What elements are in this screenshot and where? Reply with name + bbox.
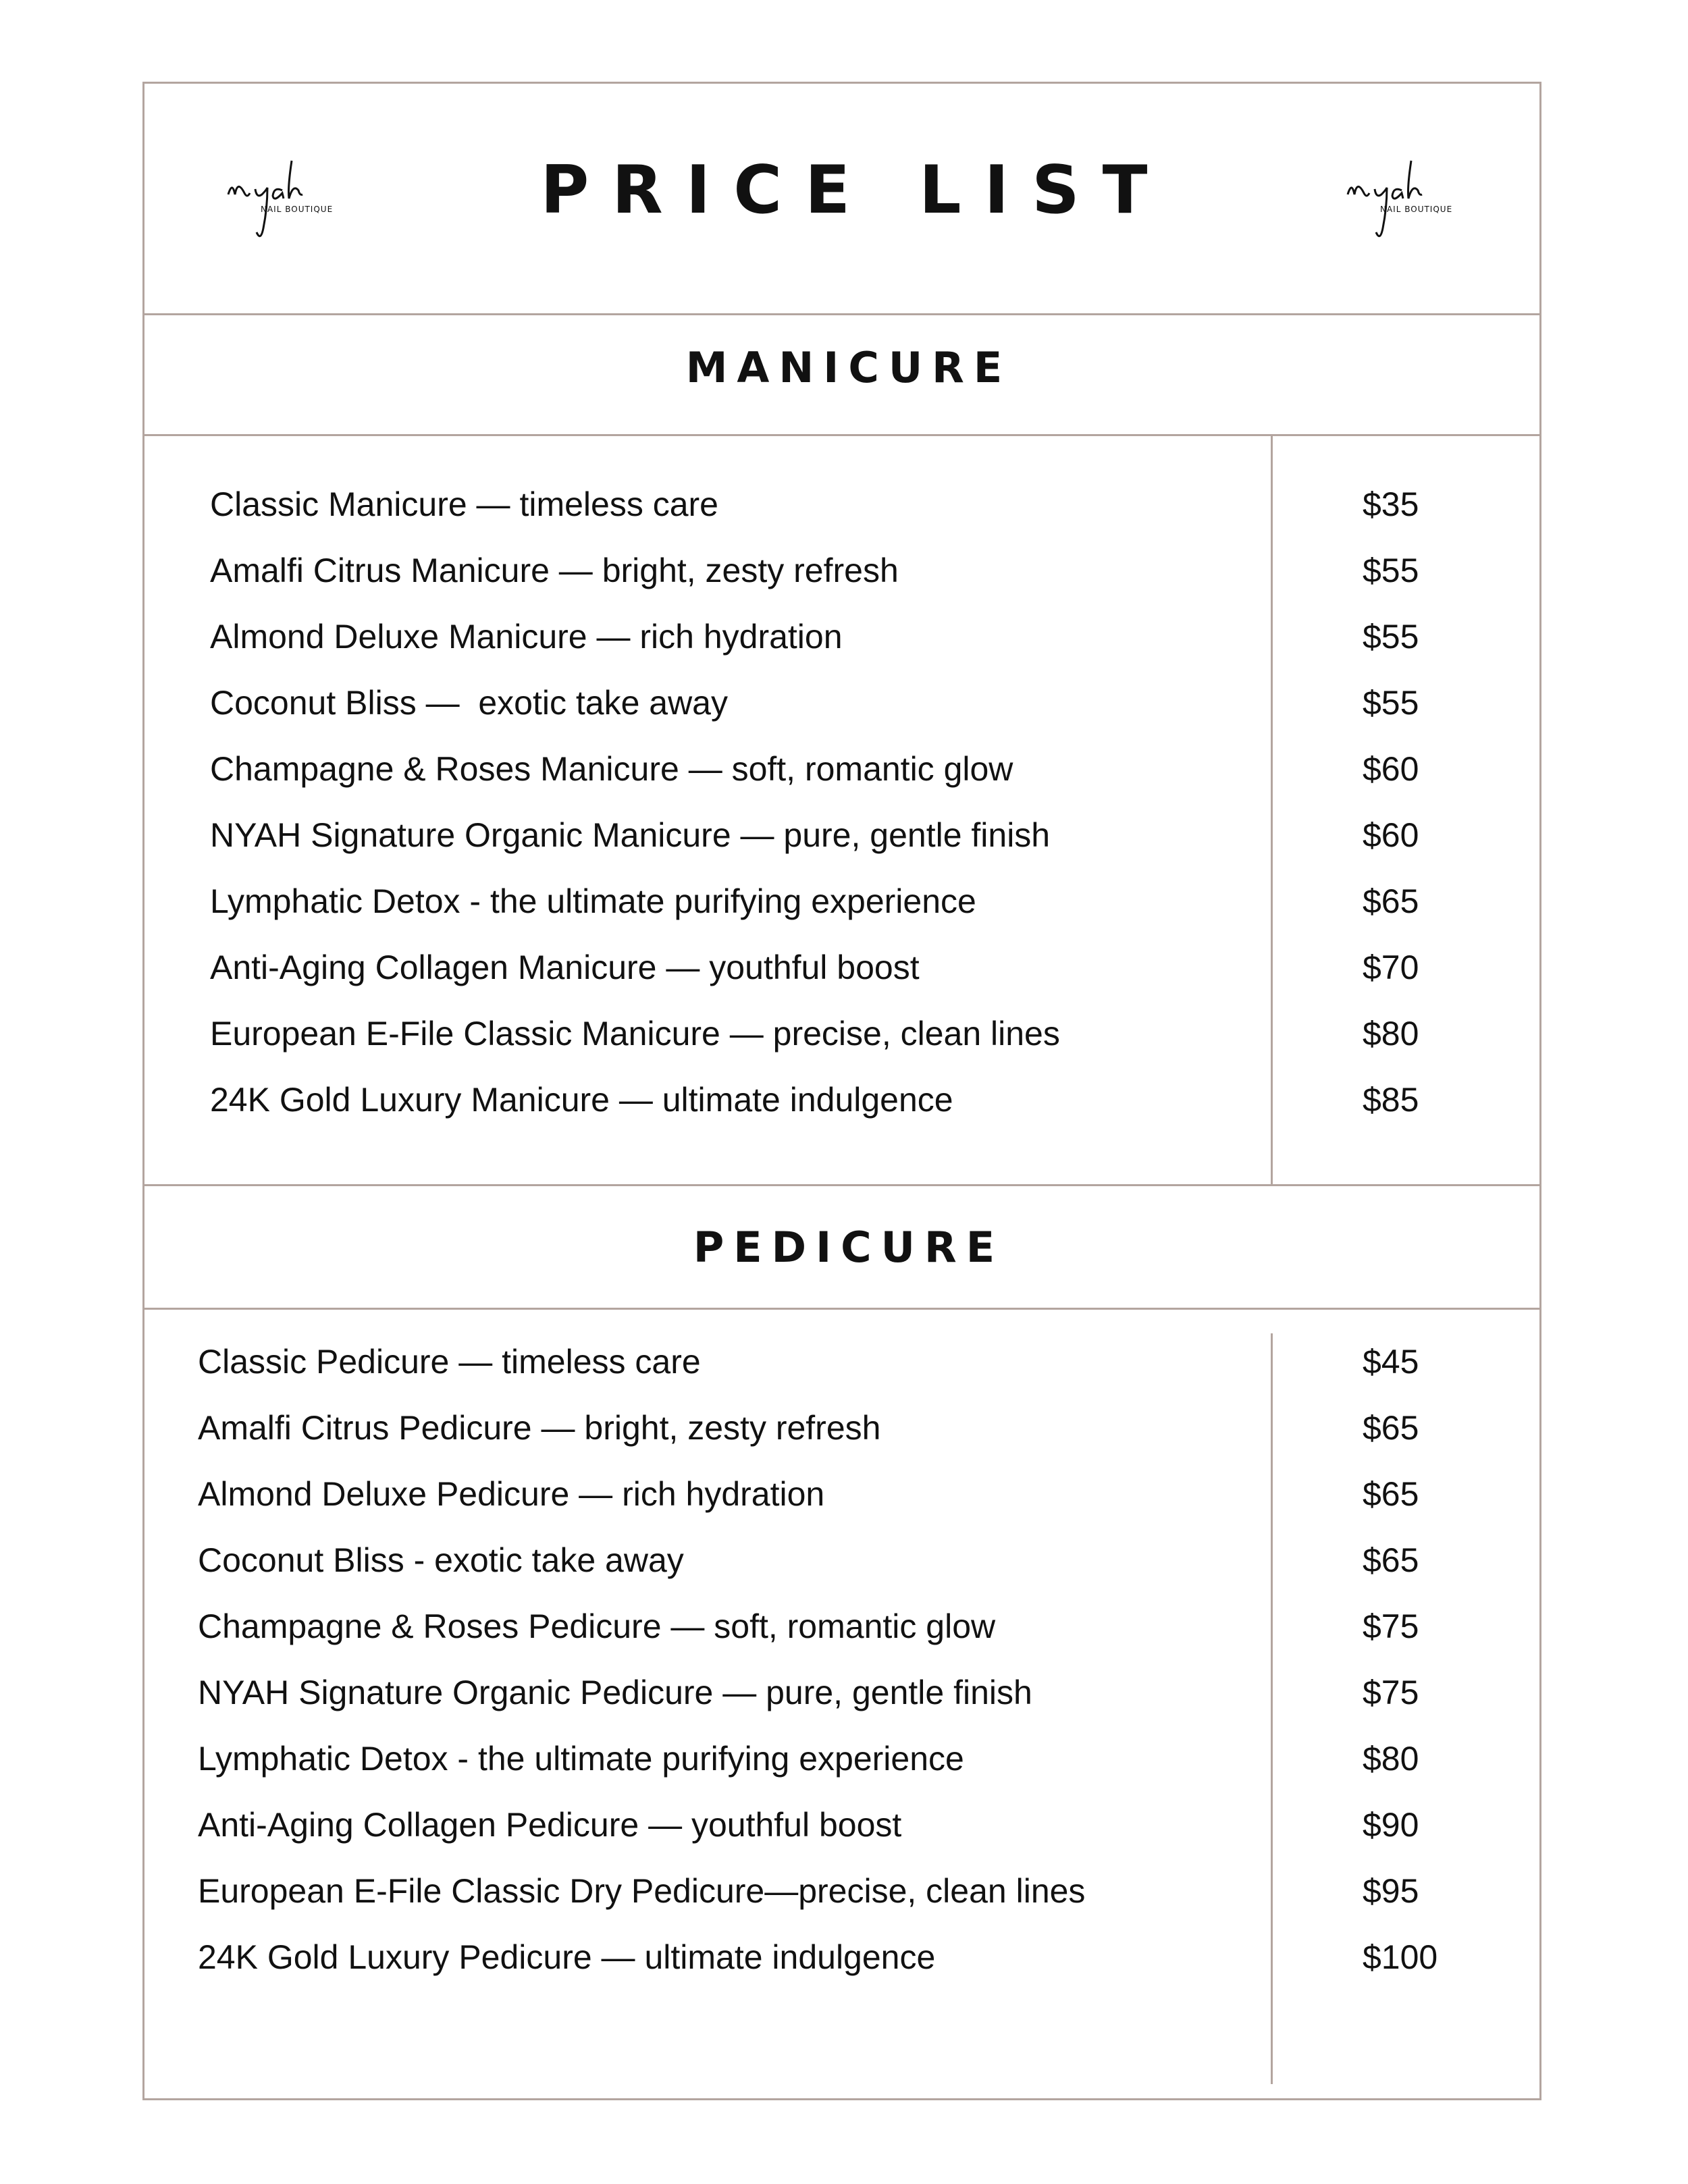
pedicure-top-divider bbox=[142, 1184, 1541, 1186]
svg-text:NAIL BOUTIQUE: NAIL BOUTIQUE bbox=[261, 205, 334, 214]
manicure-item-name: European E-File Classic Manicure — precise, clean lines bbox=[210, 1015, 1060, 1053]
manicure-item-name: Champagne & Roses Manicure — soft, romantic glow bbox=[210, 750, 1013, 788]
pedicure-column-divider bbox=[1271, 1333, 1273, 2084]
manicure-heading-divider bbox=[142, 434, 1541, 436]
pedicure-item-name: Lymphatic Detox - the ultimate purifying experience bbox=[198, 1740, 964, 1778]
pedicure-item-name: Classic Pedicure — timeless care bbox=[198, 1343, 701, 1381]
pedicure-item-price: $75 bbox=[1363, 1674, 1419, 1711]
manicure-item-price: $80 bbox=[1363, 1015, 1419, 1053]
manicure-item-name: Lymphatic Detox - the ultimate purifying experience bbox=[210, 882, 976, 920]
manicure-item-price: $55 bbox=[1363, 618, 1419, 656]
pedicure-heading: PEDICURE bbox=[693, 1223, 1005, 1272]
page-title: PRICE LIST bbox=[540, 152, 1171, 229]
svg-text:NAIL BOUTIQUE: NAIL BOUTIQUE bbox=[1380, 205, 1453, 214]
manicure-item-name: Anti-Aging Collagen Manicure — youthful boost bbox=[210, 949, 920, 986]
manicure-item-price: $70 bbox=[1363, 949, 1419, 986]
pedicure-item-name: Champagne & Roses Pedicure — soft, romantic glow bbox=[198, 1607, 996, 1645]
pedicure-item-price: $95 bbox=[1363, 1872, 1419, 1910]
manicure-item-price: $60 bbox=[1363, 750, 1419, 788]
manicure-item-price: $60 bbox=[1363, 816, 1419, 854]
manicure-item-name: Almond Deluxe Manicure — rich hydration bbox=[210, 618, 843, 656]
pedicure-item-name: 24K Gold Luxury Pedicure — ultimate indulgence bbox=[198, 1938, 936, 1976]
pedicure-item-price: $100 bbox=[1363, 1938, 1438, 1976]
pedicure-item-name: Almond Deluxe Pedicure — rich hydration bbox=[198, 1475, 825, 1513]
manicure-heading: MANICURE bbox=[685, 343, 1012, 392]
pedicure-item-name: Amalfi Citrus Pedicure — bright, zesty refresh bbox=[198, 1409, 881, 1447]
pedicure-item-price: $75 bbox=[1363, 1607, 1419, 1645]
pedicure-item-price: $65 bbox=[1363, 1541, 1419, 1579]
pedicure-item-price: $65 bbox=[1363, 1409, 1419, 1447]
pedicure-item-name: NYAH Signature Organic Pedicure — pure, gentle finish bbox=[198, 1674, 1032, 1711]
manicure-item-price: $85 bbox=[1363, 1081, 1419, 1119]
manicure-item-price: $55 bbox=[1363, 552, 1419, 589]
manicure-item-name: NYAH Signature Organic Manicure — pure, gentle finish bbox=[210, 816, 1051, 854]
pedicure-item-price: $80 bbox=[1363, 1740, 1419, 1778]
manicure-item-name: Amalfi Citrus Manicure — bright, zesty refresh bbox=[210, 552, 899, 589]
pedicure-item-price: $90 bbox=[1363, 1806, 1419, 1844]
manicure-item-name: Classic Manicure — timeless care bbox=[210, 485, 718, 523]
manicure-item-price: $65 bbox=[1363, 882, 1419, 920]
manicure-item-price: $35 bbox=[1363, 485, 1419, 523]
pedicure-heading-divider bbox=[142, 1308, 1541, 1310]
manicure-column-divider bbox=[1271, 435, 1273, 1185]
pedicure-item-price: $45 bbox=[1363, 1343, 1419, 1381]
manicure-item-price: $55 bbox=[1363, 684, 1419, 722]
manicure-item-name: Coconut Bliss — exotic take away bbox=[210, 684, 728, 722]
pedicure-item-name: Coconut Bliss - exotic take away bbox=[198, 1541, 684, 1579]
pedicure-item-price: $65 bbox=[1363, 1475, 1419, 1513]
manicure-item-name: 24K Gold Luxury Manicure — ultimate indulgence bbox=[210, 1081, 953, 1119]
header-divider bbox=[142, 313, 1541, 315]
pedicure-item-name: European E-File Classic Dry Pedicure—precise, clean lines bbox=[198, 1872, 1086, 1910]
pedicure-item-name: Anti-Aging Collagen Pedicure — youthful boost bbox=[198, 1806, 902, 1844]
